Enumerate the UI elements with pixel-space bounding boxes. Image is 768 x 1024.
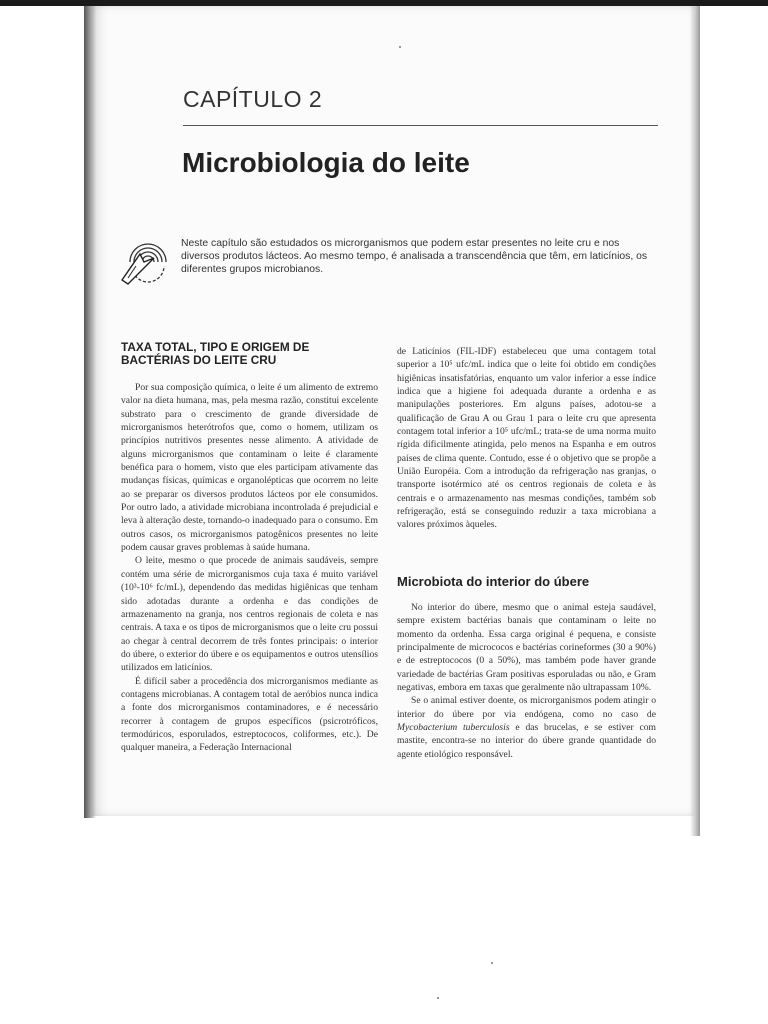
concentric-arrow-icon (118, 232, 174, 286)
subsection-heading: Microbiota do interior do úbere (397, 574, 590, 589)
section-heading: TAXA TOTAL, TIPO E ORIGEM DE BACTÉRIAS DO LEITE CRU (121, 340, 310, 367)
species-name: Mycobacterium tuberculosis (397, 722, 510, 734)
chapter-label: CAPÍTULO 2 (183, 86, 323, 112)
text-run: Se o animal estiver doente, os microrganismos podem atingir o interior do úbere por via endógena, como no caso de (397, 695, 656, 720)
chapter-title: Microbiologia do leite (182, 147, 470, 178)
page-edge-shadow (690, 6, 700, 836)
left-column (121, 381, 378, 755)
paragraph: Por sua composição química, o leite é um alimento de extremo valor na dieta humana, mas, pela mesma razão, constitui excelente substrato para o crescimento de grande diversidade de microrganismos heterótrofos que, como o homem, utilizam os princípios nutritivos presentes nesse alimento. A atividade de alguns microrganismos que contaminam o leite é claramente benéfica para o homem, visto que eles participam ativamente das mudanças físicas, químicas e organolépticas que ocorrem no leite ao se preparar os diversos produtos lácteos por ele consumidos. Por outro lado, a atividade microbiana incontrolada é prejudicial e leva à alteração deste, tornando-o inadequado para o consumo. Em outros casos, os microrganismos patogênicos presentes no leite podem causar graves problemas à saúde humana. (121, 382, 378, 554)
paragraph: No interior do úbere, mesmo que o animal esteja saudável, sempre existem bactérias banais que contaminam o leite no momento da ordenha. Essa carga original é pequena, e consiste principalmente de micrococos e bactérias corineformes (30 a 90%) e de estreptococos (0 a 50%), mas também pode haver grande variedade de bactérias Gram positivas esporuladas ou não, e Gram negativas, embora em taxas que geralmente não ultrapassam 10%. (397, 602, 656, 694)
chapter-intro: Neste capítulo são estudados os microrganismos que podem estar presentes no leite cru e nos diversos produtos lácteos. Ao mesmo tempo, é analisada a transcendência que têm, em laticínios, os diferentes grupos microbianos. (181, 238, 648, 275)
chapter-divider (183, 125, 658, 126)
scan-speck (437, 997, 439, 999)
paragraph: de Laticínios (FIL-IDF) estabeleceu que uma contagem total superior a 10⁵ ufc/mL indica que o leite foi obtido em condições higiênicas insatisfatórias, enquanto um valor inferior a esse índice indica que a higiene foi adequada durante a ordenha e as manipulações posteriores. Em alguns países, adotou-se a qualificação de Grau A ou Grau 1 para o leite cru que apresenta contagem total inferior a 10⁵ ufc/mL; trata-se de uma norma muito rígida dificilmente atingida, pelo menos na Espanha e em outros países de clima quente. Contudo, esse é o objetivo que se propõe a União Européia. Com a introdução da refrigeração nas granjas, o transporte isotérmico até os centros regionais de coleta e às centrais e o armazenamento nas mesmas condições, também sob refrigeração, está se conseguindo reduzir a taxa microbiana a valores próximos àqueles. (397, 346, 656, 531)
paragraph: O leite, mesmo o que procede de animais saudáveis, sempre contém uma série de microrganismos cuja taxa é muito variável (10³-10⁶ fc/mL), dependendo das medidas higiênicas que tenham sido adotadas durante a ordenha e das condições de armazenamento na granja, nos centros regionais de coleta e nas centrais. A taxa e os tipos de microrganismos que o leite cru possui ao chegar à central decorrem de três fontes principais: o interior do úbere, o exterior do úbere e os equipamentos e outros utensílios utilizados em laticínios. (121, 555, 378, 674)
scan-speck (399, 46, 401, 48)
text-run: e das brucelas, e se estiver com mastite, encontra-se no interior do úbere grande quantidade do agente etiológico responsável. (397, 722, 656, 760)
scan-speck (491, 962, 493, 964)
right-column-top (397, 345, 656, 532)
paragraph: É difícil saber a procedência dos microrganismos mediante as contagens microbianas. A contagem total de aeróbios nunca indica a fonte dos microrganismos contaminadores, e é necessário recorrer à contagem de grupos específicos (psicrotróficos, termodúricos, esporulados, estreptococos, coliformes, etc.). De qualquer maneira, a Federação Internacional (121, 675, 378, 754)
paragraph (397, 694, 656, 761)
right-column-bottom (397, 601, 656, 761)
page-gutter-shadow (84, 6, 96, 818)
